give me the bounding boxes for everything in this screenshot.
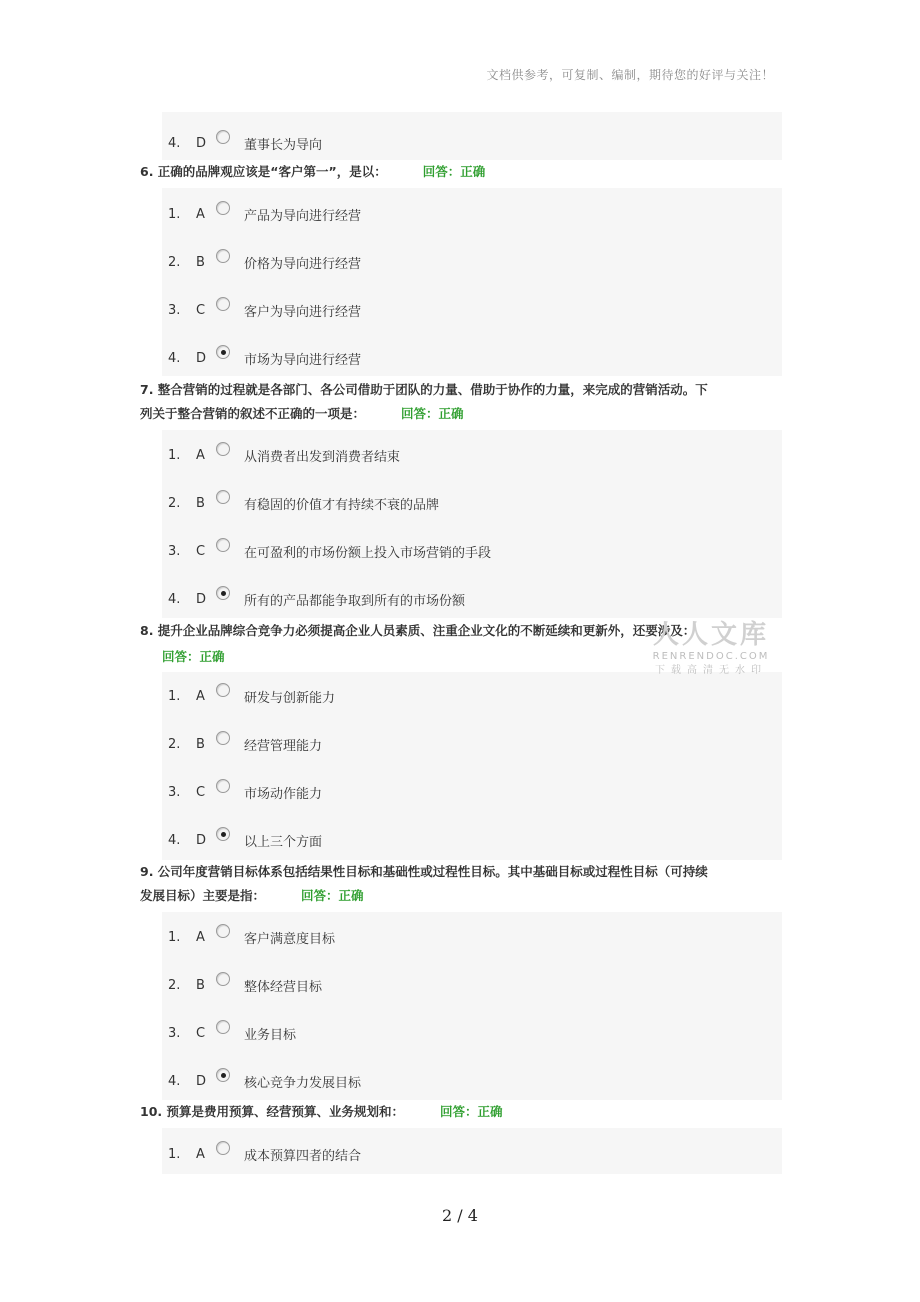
question-text: 6. 正确的品牌观应该是“客户第一”，是以：	[140, 164, 387, 179]
radio-button[interactable]	[216, 538, 230, 552]
radio-button[interactable]	[216, 779, 230, 793]
option-text: 客户满意度目标	[244, 931, 336, 947]
option-text: 核心竞争力发展目标	[244, 1075, 362, 1091]
option-letter: B	[196, 736, 205, 752]
radio-button-selected[interactable]	[216, 586, 230, 600]
option-row[interactable]	[168, 588, 465, 610]
option-text: 价格为导向进行经营	[244, 256, 362, 272]
radio-button[interactable]	[216, 1141, 230, 1155]
option-row[interactable]	[168, 492, 439, 514]
option-text: 客户为导向进行经营	[244, 304, 362, 320]
radio-button[interactable]	[216, 972, 230, 986]
option-row[interactable]	[168, 926, 335, 948]
question-text-line2: 发展目标）主要是指：	[140, 888, 266, 903]
option-number: 1.	[168, 1146, 181, 1162]
option-letter: B	[196, 977, 205, 993]
option-text: 成本预算四者的结合	[244, 1148, 362, 1164]
option-number: 4.	[168, 350, 181, 366]
option-row[interactable]	[168, 540, 491, 562]
option-number: 4.	[168, 591, 181, 607]
option-letter: D	[196, 350, 207, 366]
option-text: 业务目标	[244, 1027, 297, 1043]
option-row[interactable]	[168, 829, 322, 851]
radio-button-selected[interactable]	[216, 345, 230, 359]
option-letter: D	[196, 135, 207, 151]
answer-status: 回答：正确	[401, 406, 464, 421]
option-letter: C	[196, 302, 206, 318]
option-text: 产品为导向进行经营	[244, 208, 362, 224]
question-text-line2: 列关于整合营销的叙述不正确的一项是：	[140, 406, 366, 421]
option-number: 3.	[168, 784, 181, 800]
question-prompt	[140, 378, 780, 426]
option-number: 1.	[168, 688, 181, 704]
option-row[interactable]	[168, 733, 322, 755]
option-row[interactable]	[168, 203, 361, 225]
option-letter: D	[196, 591, 207, 607]
answer-status: 回答：正确	[301, 888, 364, 903]
option-letter: A	[196, 688, 205, 704]
radio-button[interactable]	[216, 201, 230, 215]
option-letter: B	[196, 254, 205, 270]
option-letter: D	[196, 1073, 207, 1089]
option-number: 4.	[168, 832, 181, 848]
answer-status: 回答：正确	[422, 164, 486, 179]
answer-status: 回答：正确	[440, 1104, 503, 1119]
radio-button-selected[interactable]	[216, 1068, 230, 1082]
option-number: 4.	[168, 1073, 181, 1089]
option-text: 有稳固的价值才有持续不衰的品牌	[244, 497, 440, 513]
option-text: 在可盈利的市场份额上投入市场营销的手段	[244, 545, 492, 561]
option-row[interactable]	[168, 347, 361, 369]
question-prompt	[140, 160, 780, 184]
option-text: 所有的产品都能争取到所有的市场份额	[244, 593, 466, 609]
option-row[interactable]	[168, 299, 361, 321]
radio-button[interactable]	[216, 442, 230, 456]
watermark-url: RENRENDOC.COM	[652, 651, 770, 662]
option-letter: A	[196, 929, 205, 945]
option-letter: D	[196, 832, 207, 848]
option-number: 1.	[168, 447, 181, 463]
option-text: 整体经营目标	[244, 979, 323, 995]
option-row[interactable]	[168, 251, 361, 273]
header-note: 文档供参考，可复制、编制，期待您的好评与关注！	[486, 68, 774, 82]
option-text: 研发与创新能力	[244, 690, 336, 706]
option-row[interactable]	[168, 132, 322, 154]
option-letter: C	[196, 1025, 206, 1041]
option-number: 2.	[168, 736, 181, 752]
option-number: 1.	[168, 929, 181, 945]
question-prompt	[140, 1100, 780, 1124]
option-row[interactable]	[168, 1022, 296, 1044]
radio-button[interactable]	[216, 731, 230, 745]
option-number: 3.	[168, 302, 181, 318]
radio-button[interactable]	[216, 297, 230, 311]
answer-status: 回答：正确	[162, 649, 225, 664]
question-text-line1: 8. 提升企业品牌综合竞争力必须提高企业人员素质、注重企业文化的不断延续和更新外，还要涉及：	[140, 623, 696, 638]
option-letter: C	[196, 543, 206, 559]
option-letter: C	[196, 784, 206, 800]
question-text-line1: 7. 整合营销的过程就是各部门、各公司借助于团队的力量、借助于协作的力量，来完成的营销活动。下	[140, 382, 708, 397]
option-row[interactable]	[168, 781, 322, 803]
radio-button[interactable]	[216, 683, 230, 697]
option-letter: A	[196, 447, 205, 463]
option-number: 3.	[168, 543, 181, 559]
question-prompt	[140, 860, 780, 908]
radio-button[interactable]	[216, 130, 230, 144]
option-row[interactable]	[168, 685, 335, 707]
question-text: 10. 预算是费用预算、经营预算、业务规划和：	[140, 1104, 404, 1119]
option-row[interactable]	[168, 974, 322, 996]
watermark-tagline: 下载高清无水印	[655, 665, 767, 676]
option-text: 市场动作能力	[244, 786, 323, 802]
option-text: 从消费者出发到消费者结束	[244, 449, 401, 465]
option-text: 经营管理能力	[244, 738, 323, 754]
option-number: 2.	[168, 977, 181, 993]
option-number: 1.	[168, 206, 181, 222]
radio-button[interactable]	[216, 490, 230, 504]
watermark-main: 人人文库	[652, 620, 769, 650]
page-number: 2 / 4	[442, 1206, 478, 1225]
option-number: 2.	[168, 254, 181, 270]
option-number: 2.	[168, 495, 181, 511]
radio-button[interactable]	[216, 1020, 230, 1034]
option-letter: A	[196, 1146, 205, 1162]
radio-button[interactable]	[216, 249, 230, 263]
option-row[interactable]	[168, 1143, 361, 1165]
option-text: 市场为导向进行经营	[244, 352, 362, 368]
option-number: 4.	[168, 135, 181, 151]
radio-button-selected[interactable]	[216, 827, 230, 841]
option-text: 董事长为导向	[244, 137, 323, 153]
watermark-logo	[646, 620, 776, 678]
radio-button[interactable]	[216, 924, 230, 938]
option-number: 3.	[168, 1025, 181, 1041]
option-letter: A	[196, 206, 205, 222]
option-text: 以上三个方面	[244, 834, 323, 850]
option-row[interactable]	[168, 1070, 361, 1092]
question-text-line1: 9. 公司年度营销目标体系包括结果性目标和基础性或过程性目标。其中基础目标或过程性目标（可持续	[140, 864, 708, 879]
option-row[interactable]	[168, 444, 400, 466]
option-letter: B	[196, 495, 205, 511]
